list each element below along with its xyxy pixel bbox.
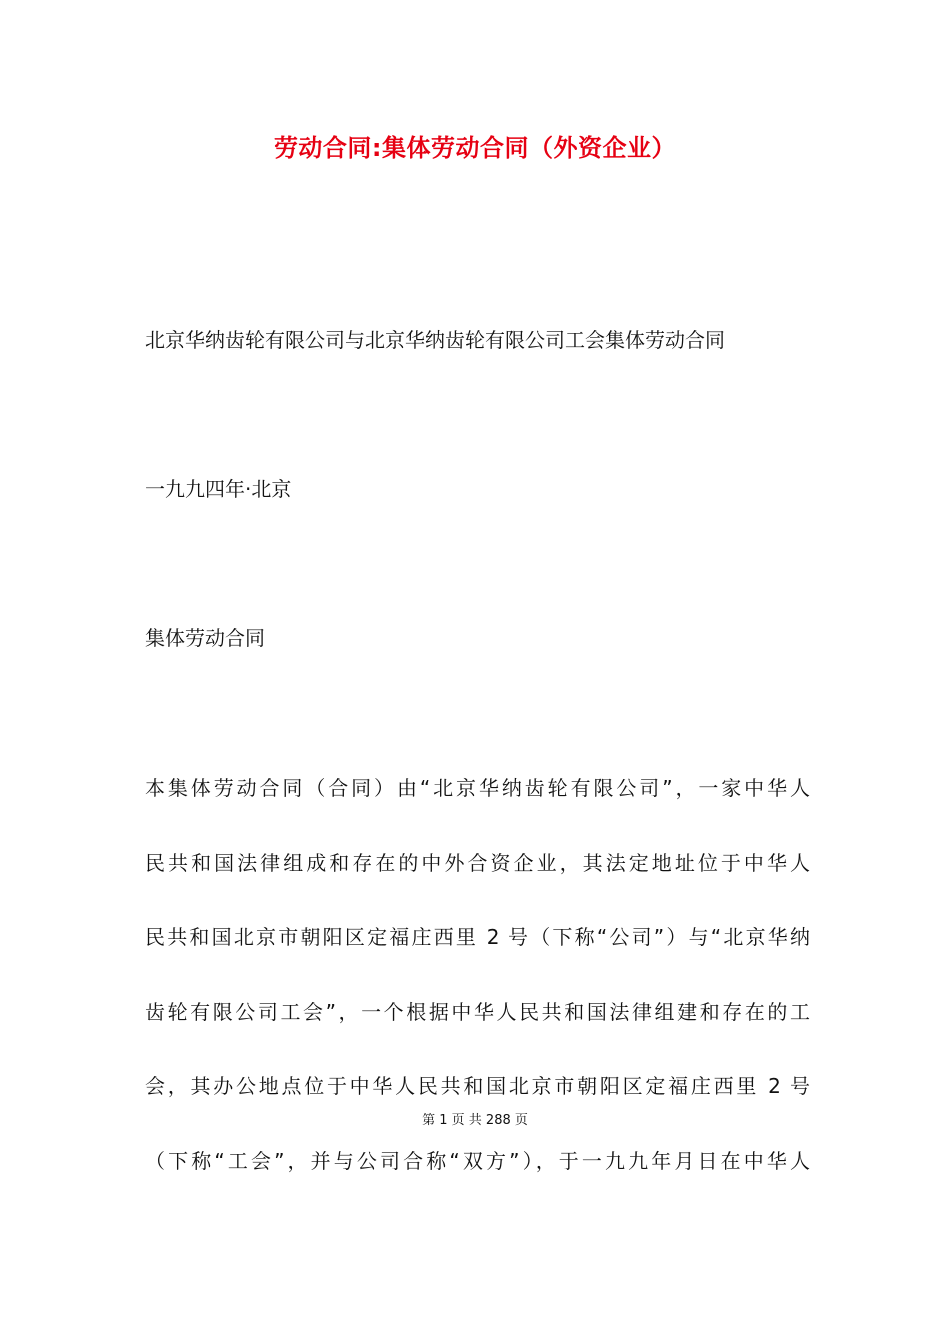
section-title: 集体劳动合同	[145, 626, 265, 650]
body-line: 齿轮有限公司工会”，一个根据中华人民共和国法律组建和存在的工	[145, 1000, 810, 1024]
document-heading: 北京华纳齿轮有限公司与北京华纳齿轮有限公司工会集体劳动合同	[145, 328, 725, 352]
date-place: 一九九四年·北京	[145, 477, 292, 501]
body-line: 民共和国法律组成和存在的中外合资企业，其法定地址位于中华人	[145, 851, 810, 875]
document-title: 劳动合同:集体劳动合同（外资企业）	[273, 134, 677, 162]
body-line: 本集体劳动合同（合同）由“北京华纳齿轮有限公司”，一家中华人	[145, 776, 810, 800]
body-line: 会，其办公地点位于中华人民共和国北京市朝阳区定福庄西里 2 号	[145, 1074, 810, 1098]
body-line: （下称“工会”，并与公司合称“双方”），于一九九年月日在中华人	[145, 1149, 810, 1173]
body-line: 民共和国北京市朝阳区定福庄西里 2 号（下称“公司”）与“北京华纳	[145, 925, 810, 949]
page-number-footer: 第 1 页 共 288 页	[422, 1113, 528, 1128]
